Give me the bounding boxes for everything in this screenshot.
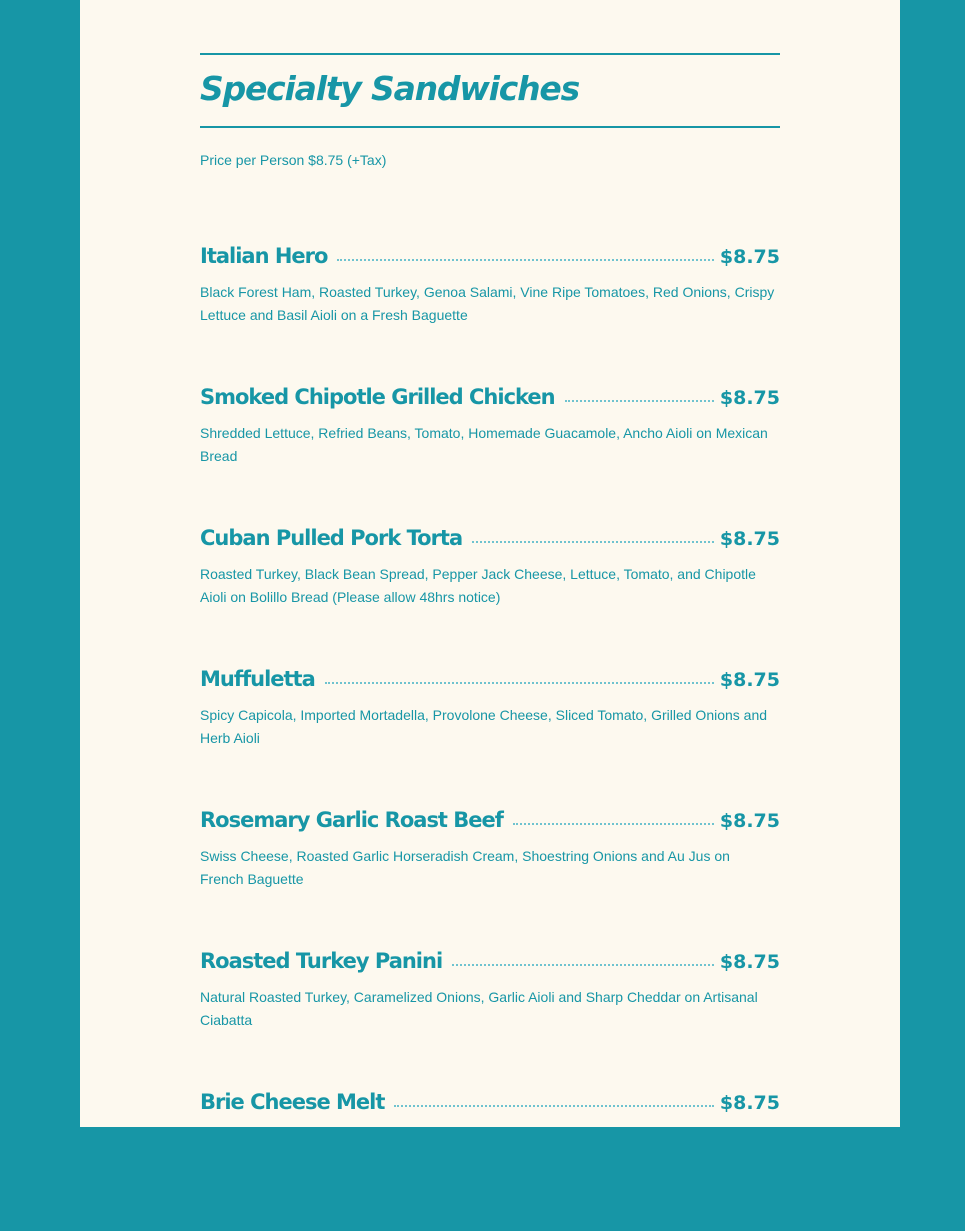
menu-item-header	[200, 244, 780, 276]
price-note: Price per Person $8.75 (+Tax)	[200, 152, 387, 168]
menu-item	[200, 949, 780, 1090]
menu-item	[200, 667, 780, 808]
menu-item-description: Spicy Capicola, Imported Mortadella, Provolone Cheese, Sliced Tomato, Grilled Onions and Herb Aioli	[200, 707, 768, 746]
dotted-leader	[472, 541, 714, 543]
menu-item	[200, 526, 780, 667]
menu-item-name: Muffuletta	[200, 667, 315, 691]
menu-items-list	[200, 244, 780, 1231]
menu-item-header	[200, 1090, 780, 1122]
section-title: Specialty Sandwiches	[200, 69, 580, 108]
menu-item-price: $8.75	[719, 387, 780, 409]
menu-item	[200, 808, 780, 949]
dotted-leader	[452, 964, 714, 966]
menu-item-name: Smoked Chipotle Grilled Chicken	[200, 385, 555, 409]
menu-item	[200, 385, 780, 526]
menu-item-header	[200, 808, 780, 840]
menu-item-price: $8.75	[719, 246, 780, 268]
menu-item-price: $8.75	[719, 528, 780, 550]
menu-item-description: Natural Roasted Turkey, Caramelized Onions, Garlic Aioli and Sharp Cheddar on Artisanal Ciabatta	[200, 989, 758, 1028]
dotted-leader	[325, 682, 714, 684]
dotted-leader	[565, 400, 714, 402]
menu-item	[200, 1090, 780, 1231]
menu-item-header	[200, 385, 780, 417]
menu-item-header	[200, 949, 780, 981]
menu-item-header	[200, 526, 780, 558]
menu-item-description: Roasted Turkey, Black Bean Spread, Pepper Jack Cheese, Lettuce, Tomato, and Chipotle Aioli on Bolillo Bread (Please allow 48hrs notice)	[200, 566, 756, 605]
menu-item-name: Cuban Pulled Pork Torta	[200, 526, 463, 550]
dotted-leader	[337, 259, 713, 261]
title-bottom-rule	[200, 126, 780, 128]
menu-item-price: $8.75	[719, 951, 780, 973]
menu-item-name: Rosemary Garlic Roast Beef	[200, 808, 503, 832]
menu-item-header	[200, 667, 780, 699]
menu-item-description: Shredded Lettuce, Refried Beans, Tomato, Homemade Guacamole, Ancho Aioli on Mexican Bread	[200, 425, 768, 464]
menu-item-price: $8.75	[719, 669, 780, 691]
menu-item	[200, 244, 780, 385]
menu-item-name: Italian Hero	[200, 244, 328, 268]
menu-item-price: $8.75	[719, 810, 780, 832]
menu-item-price: $8.75	[719, 1092, 780, 1114]
dotted-leader	[513, 823, 714, 825]
menu-item-name: Roasted Turkey Panini	[200, 949, 443, 973]
title-top-rule	[200, 53, 780, 55]
menu-item-name: Brie Cheese Melt	[200, 1090, 385, 1114]
menu-content	[200, 53, 780, 1231]
menu-page	[80, 0, 900, 1127]
menu-item-description: Swiss Cheese, Roasted Garlic Horseradish Cream, Shoestring Onions and Au Jus on French Baguette	[200, 848, 730, 887]
menu-item-description: Black Forest Ham, Roasted Turkey, Genoa Salami, Vine Ripe Tomatoes, Red Onions, Crispy Lettuce and Basil Aioli on a Fresh Baguette	[200, 284, 775, 323]
dotted-leader	[394, 1105, 713, 1107]
